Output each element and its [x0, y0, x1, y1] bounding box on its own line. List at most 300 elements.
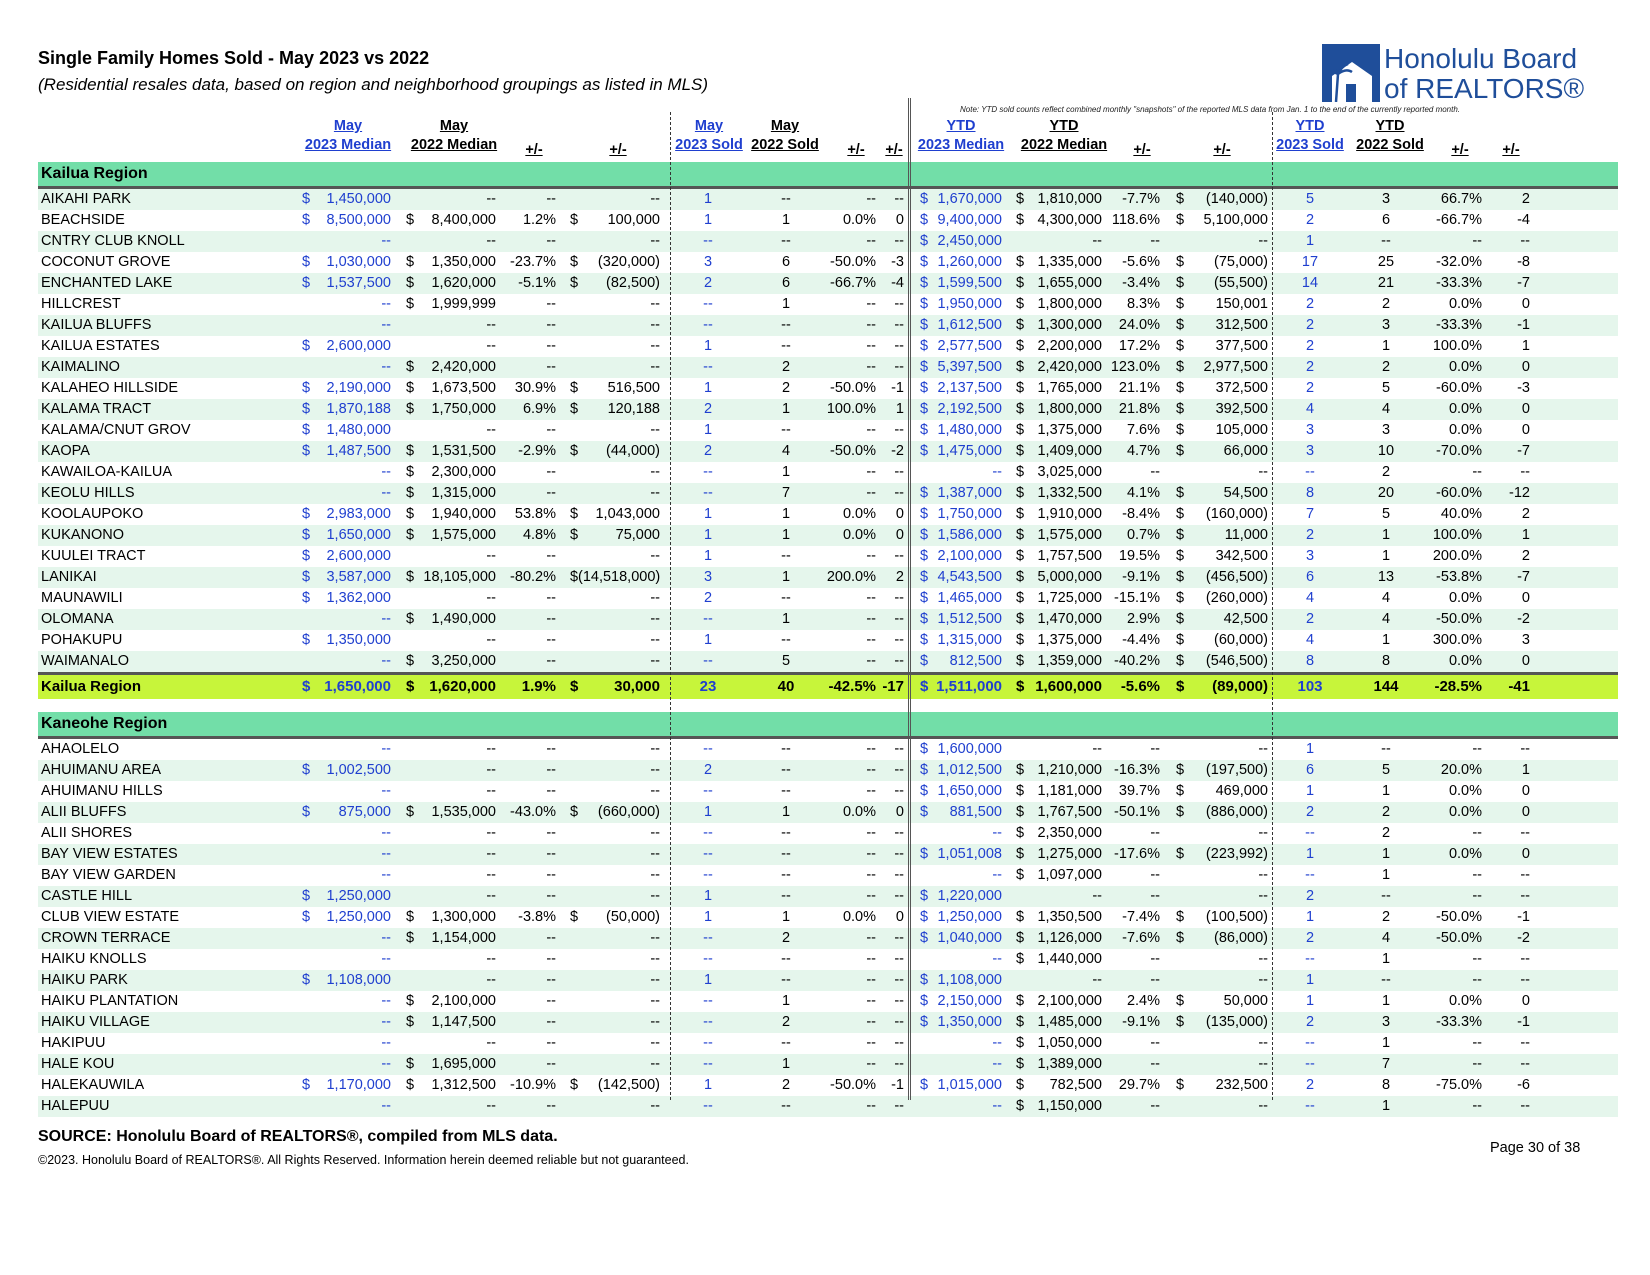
cell-ytd23-dollar: $ [920, 548, 929, 564]
cell-may23-sold: 1 [703, 888, 713, 904]
table-row [38, 991, 1618, 1012]
header-pm-2: +/- [609, 142, 627, 158]
cell-ytd22-dollar: $ [1016, 783, 1025, 799]
cell-may23-median: -- [381, 611, 391, 627]
cell-ytd-diff-dollar: $ [1176, 846, 1185, 862]
cell-may22-sold: -- [781, 191, 791, 207]
cell-name: ENCHANTED LAKE [41, 275, 173, 291]
cell-name: LANIKAI [41, 569, 97, 585]
cell-median-diff: -- [650, 296, 660, 312]
cell-sold-diff: -- [894, 1014, 904, 1030]
cell-ytd23-median: 2,100,000 [937, 548, 1002, 564]
cell-may22-dollar: $ [406, 212, 415, 228]
cell-ytd23-dollar: $ [920, 846, 929, 862]
cell-may22-median: 1,620,000 [429, 678, 496, 695]
cell-ytd-sold-pct: 0.0% [1448, 422, 1482, 438]
cell-may23-sold: -- [703, 653, 713, 669]
table-row [38, 336, 1618, 357]
cell-ytd-sold-diff: 0 [1521, 359, 1530, 375]
cell-median-pct: -- [546, 191, 556, 207]
cell-ytd22-dollar: $ [1016, 993, 1025, 1009]
cell-may22-sold: 7 [781, 485, 791, 501]
cell-may22-median: 1,350,000 [431, 254, 496, 270]
cell-ytd-diff-dollar: $ [1176, 909, 1185, 925]
cell-may23-median: 2,190,000 [326, 380, 391, 396]
cell-ytd-sold-pct: -60.0% [1436, 485, 1482, 501]
cell-median-diff: (44,000) [605, 443, 660, 459]
cell-sold-pct: -- [866, 296, 876, 312]
cell-ytd23-sold: 3 [1305, 548, 1315, 564]
cell-ytd-diff-dollar: $ [1176, 569, 1185, 585]
cell-median-pct: -- [546, 548, 556, 564]
table-row [38, 420, 1618, 441]
cell-ytd-sold-diff: -2 [1517, 611, 1530, 627]
cell-ytd-sold-pct: -- [1472, 972, 1482, 988]
cell-may23-sold: 1 [703, 972, 713, 988]
cell-median-pct: 1.9% [521, 678, 556, 695]
cell-sold-pct: -- [866, 632, 876, 648]
cell-ytd23-sold: -- [1305, 951, 1315, 967]
cell-median-pct: -- [546, 359, 556, 375]
header-pm-7: +/- [1451, 142, 1469, 158]
cell-ytd22-dollar: $ [1016, 527, 1025, 543]
cell-ytd22-median: 1,335,000 [1037, 254, 1102, 270]
cell-name: OLOMANA [41, 611, 114, 627]
cell-ytd-diff-dollar: $ [1176, 506, 1185, 522]
cell-may23-median: 8,500,000 [326, 212, 391, 228]
cell-sold-pct: -- [866, 338, 876, 354]
cell-may23-median: -- [381, 846, 391, 862]
cell-ytd22-dollar: $ [1016, 464, 1025, 480]
cell-ytd-sold-pct: -- [1472, 867, 1482, 883]
cell-median-pct: -- [546, 1014, 556, 1030]
cell-ytd-median-pct: -9.1% [1122, 569, 1160, 585]
cell-ytd22-sold: 8 [1381, 653, 1391, 669]
cell-ytd-sold-diff: 0 [1521, 993, 1530, 1009]
cell-may23-sold: -- [703, 951, 713, 967]
cell-may22-median: -- [486, 867, 496, 883]
cell-ytd23-median: 1,220,000 [937, 888, 1002, 904]
cell-ytd23-median: 1,465,000 [937, 590, 1002, 606]
cell-ytd-median-diff: (55,500) [1213, 275, 1268, 291]
cell-name: HAKIPUU [41, 1035, 106, 1051]
cell-ytd22-dollar: $ [1016, 1035, 1025, 1051]
cell-sold-diff: -2 [891, 443, 904, 459]
cell-median-pct: -- [546, 653, 556, 669]
cell-diff-dollar: $ [570, 527, 579, 543]
cell-ytd-median-pct: -15.1% [1114, 590, 1160, 606]
cell-ytd23-median: 1,670,000 [937, 191, 1002, 207]
cell-ytd23-sold: 5 [1305, 191, 1315, 207]
cell-median-diff: (50,000) [605, 909, 660, 925]
table-row [38, 378, 1618, 399]
cell-sold-pct: -- [866, 783, 876, 799]
cell-may22-sold: -- [781, 762, 791, 778]
cell-ytd22-median: 1,910,000 [1037, 506, 1102, 522]
cell-sold-diff: 0 [895, 212, 904, 228]
cell-diff-dollar: $ [570, 275, 579, 291]
cell-ytd22-median: -- [1092, 972, 1102, 988]
cell-ytd-sold-diff: -3 [1517, 380, 1530, 396]
cell-ytd23-median: -- [992, 867, 1002, 883]
cell-ytd23-dollar: $ [920, 191, 929, 207]
cell-ytd23-sold: 7 [1305, 506, 1315, 522]
cell-ytd22-dollar: $ [1016, 254, 1025, 270]
cell-ytd-median-pct: 29.7% [1118, 1077, 1160, 1093]
cell-ytd-sold-diff: 1 [1521, 338, 1530, 354]
cell-ytd-median-diff: -- [1258, 867, 1268, 883]
cell-name: ALII SHORES [41, 825, 133, 841]
cell-may22-median: 1,315,000 [431, 485, 496, 501]
cell-ytd-sold-diff: 1 [1521, 527, 1530, 543]
cell-ytd23-sold: 17 [1301, 254, 1319, 270]
cell-ytd23-dollar: $ [920, 632, 929, 648]
cell-ytd23-sold: 2 [1305, 1077, 1315, 1093]
cell-may22-sold: -- [781, 317, 791, 333]
cell-ytd-median-diff: -- [1258, 888, 1268, 904]
cell-ytd22-sold: 5 [1381, 762, 1391, 778]
cell-sold-diff: -- [894, 653, 904, 669]
cell-may22-dollar: $ [406, 443, 415, 459]
cell-may23-sold: 1 [703, 212, 713, 228]
cell-may22-median: 18,105,000 [423, 569, 496, 585]
cell-ytd-sold-diff: 0 [1521, 846, 1530, 862]
cell-name: AIKAHI PARK [41, 191, 131, 207]
cell-sold-pct: 0.0% [842, 506, 876, 522]
cell-ytd-sold-pct: -- [1472, 1056, 1482, 1072]
cell-median-diff: -- [650, 825, 660, 841]
table-row [38, 294, 1618, 315]
cell-sold-pct: -50.0% [830, 380, 876, 396]
cell-median-diff: 75,000 [615, 527, 660, 543]
cell-sold-pct: 0.0% [842, 804, 876, 820]
cell-ytd-median-diff: (456,500) [1205, 569, 1268, 585]
cell-sold-diff: -- [894, 930, 904, 946]
cell-ytd22-median: 1,375,000 [1037, 422, 1102, 438]
cell-ytd23-median: 1,950,000 [937, 296, 1002, 312]
cell-ytd-median-diff: (100,500) [1205, 909, 1268, 925]
cell-ytd22-dollar: $ [1016, 611, 1025, 627]
cell-ytd-sold-diff: -- [1520, 1098, 1530, 1114]
cell-ytd-median-diff: 150,001 [1215, 296, 1268, 312]
cell-ytd23-median: 1,040,000 [937, 930, 1002, 946]
cell-may23-median: -- [381, 464, 391, 480]
cell-ytd22-median: 1,470,000 [1037, 611, 1102, 627]
cell-ytd-sold-pct: 20.0% [1440, 762, 1482, 778]
cell-may23-sold: 3 [703, 254, 713, 270]
cell-ytd23-dollar: $ [920, 569, 929, 585]
cell-ytd-median-pct: -16.3% [1114, 762, 1160, 778]
cell-ytd23-median: 1,315,000 [937, 632, 1002, 648]
cell-may23-sold: 2 [703, 443, 713, 459]
cell-may23-sold: -- [703, 611, 713, 627]
copyright-line: ©2023. Honolulu Board of REALTORS®. All Rights Reserved. Information herein deemed reliable but not guaranteed. [38, 1153, 689, 1167]
cell-sold-pct: 0.0% [842, 909, 876, 925]
cell-ytd-median-diff: 377,500 [1215, 338, 1268, 354]
cell-may23-dollar: $ [302, 275, 311, 291]
cell-may22-dollar: $ [406, 464, 415, 480]
cell-ytd-sold-diff: -- [1520, 1035, 1530, 1051]
cell-may22-dollar: $ [406, 804, 415, 820]
cell-ytd23-median: 5,397,500 [937, 359, 1002, 375]
cell-ytd-sold-pct: -32.0% [1436, 254, 1482, 270]
cell-ytd22-sold: 6 [1381, 212, 1391, 228]
cell-may22-dollar: $ [406, 569, 415, 585]
cell-ytd-sold-pct: -75.0% [1436, 1077, 1482, 1093]
cell-may22-sold: -- [781, 422, 791, 438]
cell-median-diff: -- [650, 762, 660, 778]
header-pm-4: +/- [885, 142, 903, 158]
cell-name: KUULEI TRACT [41, 548, 146, 564]
cell-ytd22-sold: 7 [1381, 1056, 1391, 1072]
cell-may22-median: 1,154,000 [431, 930, 496, 946]
cell-ytd22-median: 2,200,000 [1037, 338, 1102, 354]
cell-ytd23-dollar: $ [920, 317, 929, 333]
table-row [38, 399, 1618, 420]
cell-ytd22-median: 1,800,000 [1037, 401, 1102, 417]
cell-name: AHUIMANU HILLS [41, 783, 163, 799]
cell-ytd23-sold: 103 [1297, 678, 1323, 695]
cell-ytd23-median: 1,512,500 [937, 611, 1002, 627]
cell-may22-sold: 2 [781, 1077, 791, 1093]
table-row [38, 823, 1618, 844]
cell-ytd23-sold: 8 [1305, 653, 1315, 669]
cell-may22-dollar: $ [406, 1056, 415, 1072]
cell-ytd-sold-diff: 0 [1521, 401, 1530, 417]
cell-may22-median: -- [486, 317, 496, 333]
table-row [38, 630, 1618, 651]
cell-ytd22-dollar: $ [1016, 275, 1025, 291]
cell-may23-median: -- [381, 930, 391, 946]
cell-median-diff: (660,000) [597, 804, 660, 820]
cell-ytd-sold-pct: -- [1472, 741, 1482, 757]
cell-ytd-sold-pct: 0.0% [1448, 783, 1482, 799]
cell-ytd-sold-pct: 0.0% [1448, 590, 1482, 606]
cell-ytd23-sold: 2 [1305, 338, 1315, 354]
cell-may23-median: 1,537,500 [326, 275, 391, 291]
cell-ytd22-median: 3,025,000 [1037, 464, 1102, 480]
cell-ytd23-median: 1,015,000 [937, 1077, 1002, 1093]
cell-may22-dollar: $ [406, 1014, 415, 1030]
cell-ytd22-sold: -- [1381, 972, 1391, 988]
cell-may23-median: 1,250,000 [326, 909, 391, 925]
cell-may23-dollar: $ [302, 506, 311, 522]
cell-sold-pct: -- [866, 762, 876, 778]
cell-ytd23-dollar: $ [920, 485, 929, 501]
cell-ytd-median-diff: 54,500 [1223, 485, 1268, 501]
cell-may22-dollar: $ [406, 909, 415, 925]
cell-ytd-diff-dollar: $ [1176, 590, 1185, 606]
cell-ytd-diff-dollar: $ [1176, 317, 1185, 333]
cell-ytd22-median: 1,350,500 [1037, 909, 1102, 925]
cell-may23-dollar: $ [302, 678, 311, 695]
region-title: Kailua Region [41, 165, 148, 182]
cell-may23-median: 1,487,500 [326, 443, 391, 459]
cell-may23-median: 875,000 [338, 804, 391, 820]
cell-ytd-diff-dollar: $ [1176, 762, 1185, 778]
cell-may22-sold: 1 [781, 527, 791, 543]
cell-ytd-median-pct: -4.4% [1122, 632, 1160, 648]
cell-median-diff: 120,188 [607, 401, 660, 417]
table-row [38, 609, 1618, 630]
cell-sold-pct: -- [866, 422, 876, 438]
cell-may23-sold: -- [703, 485, 713, 501]
cell-ytd23-sold: 1 [1305, 783, 1315, 799]
cell-ytd22-dollar: $ [1016, 506, 1025, 522]
cell-may22-median: 1,999,999 [431, 296, 496, 312]
header-may-2022-sold: May 2022 Sold [751, 118, 819, 153]
cell-sold-diff: -- [894, 296, 904, 312]
cell-ytd-diff-dollar: $ [1176, 611, 1185, 627]
cell-may23-sold: -- [703, 1035, 713, 1051]
cell-diff-dollar: $ [570, 1077, 579, 1093]
cell-ytd-median-diff: 5,100,000 [1203, 212, 1268, 228]
cell-ytd22-median: 1,359,000 [1037, 653, 1102, 669]
cell-sold-diff: -- [894, 590, 904, 606]
table-row [38, 651, 1618, 672]
region-header [38, 712, 1618, 739]
cell-may23-sold: 1 [703, 909, 713, 925]
cell-ytd-median-pct: 2.4% [1126, 993, 1160, 1009]
page-subtitle: (Residential resales data, based on region and neighborhood groupings as listed in MLS) [38, 75, 709, 94]
cell-ytd-sold-diff: -6 [1517, 1077, 1530, 1093]
cell-ytd-sold-pct: 100.0% [1432, 338, 1482, 354]
cell-ytd-sold-pct: -50.0% [1436, 909, 1482, 925]
cell-sold-diff: -- [894, 993, 904, 1009]
cell-median-diff: -- [650, 846, 660, 862]
region-title: Kaneohe Region [41, 715, 168, 732]
cell-ytd23-median: 1,350,000 [937, 1014, 1002, 1030]
cell-may23-dollar: $ [302, 590, 311, 606]
cell-ytd22-median: 1,332,500 [1037, 485, 1102, 501]
cell-may22-dollar: $ [406, 296, 415, 312]
table-row [38, 1096, 1618, 1117]
cell-may22-sold: 2 [781, 930, 791, 946]
cell-ytd23-sold: 2 [1305, 804, 1315, 820]
cell-may22-median: -- [486, 783, 496, 799]
cell-name: MAUNAWILI [41, 590, 123, 606]
cell-ytd-diff-dollar: $ [1176, 443, 1185, 459]
cell-median-diff: -- [650, 972, 660, 988]
cell-may22-dollar: $ [406, 678, 415, 695]
cell-ytd22-sold: 2 [1381, 909, 1391, 925]
cell-ytd-median-diff: 50,000 [1223, 993, 1268, 1009]
cell-may23-median: -- [381, 1056, 391, 1072]
cell-sold-diff: -- [894, 951, 904, 967]
logo-wordmark [1384, 44, 1584, 104]
cell-ytd23-median: 1,750,000 [937, 506, 1002, 522]
cell-may23-median: 1,870,188 [326, 401, 391, 417]
cell-name: KOOLAUPOKO [41, 506, 144, 522]
cell-ytd-sold-pct: 0.0% [1448, 993, 1482, 1009]
cell-may22-dollar: $ [406, 275, 415, 291]
cell-may22-median: -- [486, 191, 496, 207]
cell-ytd-diff-dollar: $ [1176, 527, 1185, 543]
cell-may23-dollar: $ [302, 443, 311, 459]
cell-ytd-median-pct: -- [1150, 741, 1160, 757]
cell-ytd-sold-pct: -- [1472, 233, 1482, 249]
cell-ytd-sold-diff: 0 [1521, 590, 1530, 606]
cell-may22-dollar: $ [406, 401, 415, 417]
cell-median-pct: 53.8% [514, 506, 556, 522]
cell-may23-median: 2,600,000 [326, 338, 391, 354]
cell-ytd-sold-diff: -4 [1517, 212, 1530, 228]
table-row [38, 357, 1618, 378]
cell-ytd22-dollar: $ [1016, 317, 1025, 333]
cell-name: KAILUA BLUFFS [41, 317, 152, 333]
cell-may23-dollar: $ [302, 569, 311, 585]
cell-median-diff: -- [650, 359, 660, 375]
cell-may22-median: 1,312,500 [431, 1077, 496, 1093]
cell-ytd-diff-dollar: $ [1176, 212, 1185, 228]
cell-ytd-diff-dollar: $ [1176, 632, 1185, 648]
cell-ytd22-sold: 3 [1381, 422, 1391, 438]
cell-ytd-sold-diff: -- [1520, 825, 1530, 841]
cell-ytd23-dollar: $ [920, 653, 929, 669]
cell-sold-pct: -- [866, 1035, 876, 1051]
cell-may23-median: 1,250,000 [326, 888, 391, 904]
cell-ytd23-sold: 2 [1305, 930, 1315, 946]
cell-may23-sold: -- [703, 846, 713, 862]
cell-sold-diff: -1 [891, 1077, 904, 1093]
cell-ytd22-sold: 1 [1381, 867, 1391, 883]
cell-ytd-diff-dollar: $ [1176, 401, 1185, 417]
cell-ytd22-dollar: $ [1016, 951, 1025, 967]
cell-ytd22-median: 1,097,000 [1037, 867, 1102, 883]
cell-ytd-sold-pct: -- [1472, 888, 1482, 904]
cell-median-pct: -- [546, 993, 556, 1009]
cell-ytd22-median: 1,767,500 [1037, 804, 1102, 820]
cell-may23-sold: 2 [703, 762, 713, 778]
cell-name: CASTLE HILL [41, 888, 133, 904]
cell-sold-pct: -- [866, 888, 876, 904]
cell-may23-sold: -- [703, 464, 713, 480]
table-row [38, 739, 1618, 760]
cell-ytd23-median: 1,599,500 [937, 275, 1002, 291]
cell-ytd-sold-pct: -50.0% [1436, 930, 1482, 946]
cell-ytd-median-diff: -- [1258, 972, 1268, 988]
cell-median-diff: -- [650, 741, 660, 757]
cell-may23-median: 1,350,000 [326, 632, 391, 648]
cell-may23-dollar: $ [302, 380, 311, 396]
cell-ytd22-dollar: $ [1016, 762, 1025, 778]
cell-may23-dollar: $ [302, 401, 311, 417]
header-ytd-2023-median: YTD 2023 Median [917, 118, 1005, 153]
cell-median-pct: -43.0% [510, 804, 556, 820]
cell-ytd22-dollar: $ [1016, 846, 1025, 862]
cell-sold-diff: -- [894, 972, 904, 988]
cell-ytd23-median: -- [992, 1035, 1002, 1051]
cell-ytd-median-pct: -7.6% [1122, 930, 1160, 946]
cell-ytd23-dollar: $ [920, 506, 929, 522]
cell-may23-sold: 2 [703, 275, 713, 291]
cell-ytd-sold-pct: 40.0% [1440, 506, 1482, 522]
cell-ytd-sold-pct: 66.7% [1440, 191, 1482, 207]
cell-ytd-diff-dollar: $ [1176, 422, 1185, 438]
cell-median-diff: -- [650, 548, 660, 564]
cell-ytd-median-diff: (86,000) [1213, 930, 1268, 946]
cell-ytd-sold-diff: -- [1520, 233, 1530, 249]
cell-ytd23-dollar: $ [920, 401, 929, 417]
cell-may22-sold: 40 [777, 678, 795, 695]
cell-ytd23-median: 1,250,000 [937, 909, 1002, 925]
header-pm-1: +/- [525, 142, 543, 158]
cell-ytd-median-pct: 123.0% [1110, 359, 1160, 375]
cell-median-pct: -5.1% [518, 275, 556, 291]
cell-sold-pct: -- [866, 993, 876, 1009]
cell-name: KEOLU HILLS [41, 485, 135, 501]
table-row [38, 252, 1618, 273]
